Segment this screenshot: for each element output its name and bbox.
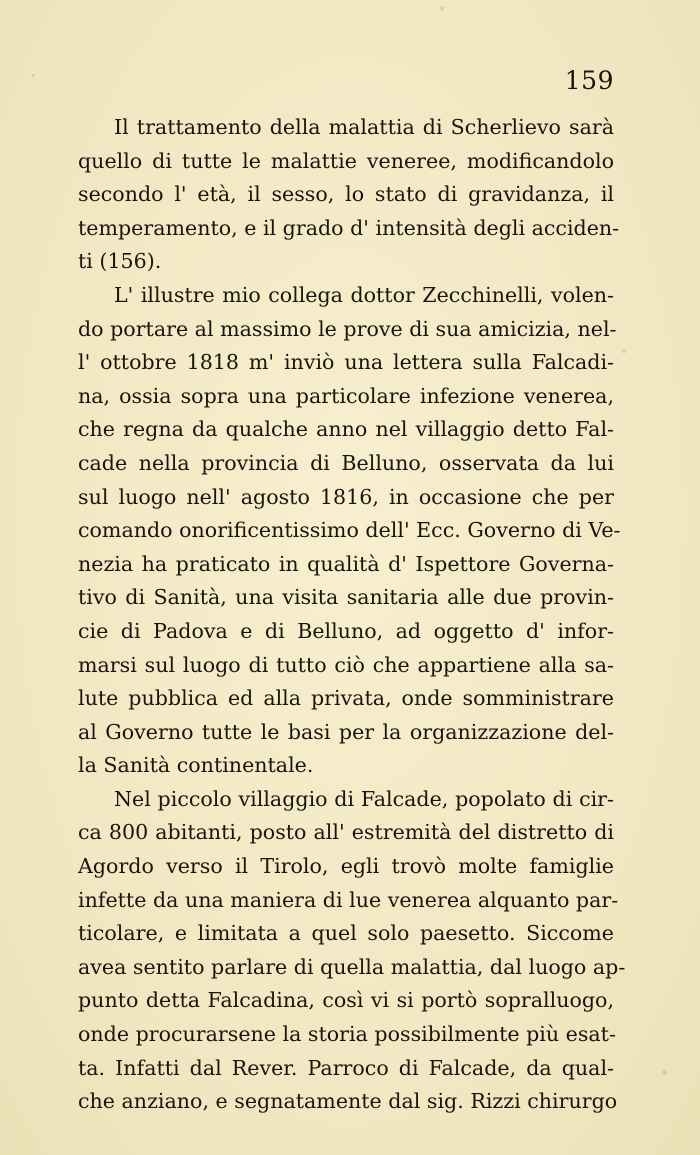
text-line: quello di tutte le malattie veneree, modificandolo [78, 148, 614, 173]
text-line: Nel piccolo villaggio di Falcade, popolato di cir- [114, 786, 614, 811]
text-line: ta. Infatti dal Rever. Parroco di Falcade, da qual- [78, 1055, 614, 1080]
paragraph [78, 279, 621, 783]
text-line: nezia ha praticato in qualità d' Ispettore Governa- [78, 551, 614, 576]
text-line: che anziano, e segnatamente dal sig. Rizzi chirurgo [78, 1089, 618, 1114]
body-text [78, 111, 626, 1119]
text-line: marsi sul luogo di tutto ciò che appartiene alla sa- [78, 652, 614, 677]
text-line: la Sanità continentale. [78, 753, 314, 778]
text-line: avea sentito parlare di quella malattia, dal luogo ap- [78, 954, 626, 979]
text-line: sul luogo nell' agosto 1816, in occasione che per [78, 484, 614, 509]
text-line: al Governo tutte le basi per la organizzazione del- [78, 719, 614, 744]
text-line: do portare al massimo le prove di sua amicizia, nel- [78, 316, 617, 341]
paper-spot [440, 6, 444, 11]
text-line: temperamento, e il grado d' intensità degli acciden- [78, 215, 620, 240]
paragraph [78, 783, 626, 1119]
text-line: lute pubblica ed alla privata, onde somministrare [78, 686, 614, 711]
text-line: ca 800 abitanti, posto all' estremità del distretto di [78, 820, 614, 845]
text-line: cade nella provincia di Belluno, osservata da lui [78, 450, 614, 475]
text-line: ti (156). [78, 249, 162, 274]
text-line: L' illustre mio collega dottor Zecchinelli, volen- [114, 282, 614, 307]
paper-spot [32, 74, 35, 77]
text-line: cie di Padova e di Belluno, ad oggetto d' infor- [78, 618, 614, 643]
text-line: che regna da qualche anno nel villaggio detto Fal- [78, 417, 614, 442]
text-line: ticolare, e limitata a quel solo paesetto. Siccome [78, 921, 614, 946]
text-line: punto detta Falcadina, così vi si portò sopralluogo, [78, 988, 614, 1013]
text-line: tivo di Sanità, una visita sanitaria alle due provin- [78, 585, 614, 610]
text-line: na, ossia sopra una particolare infezione venerea, [78, 383, 614, 408]
text-line: comando onorificentissimo dell' Ecc. Governo di Ve- [78, 518, 621, 543]
paper-spot [622, 349, 626, 353]
text-line: secondo l' età, il sesso, lo stato di gravidanza, il [78, 182, 614, 207]
text-line: l' ottobre 1818 m' inviò una lettera sulla Falcadi- [78, 350, 614, 375]
text-line: onde procurarsene la storia possibilmente più esat- [78, 1022, 616, 1047]
text-line: infette da una maniera di lue venerea alquanto par- [78, 887, 619, 912]
paragraph [78, 111, 620, 279]
text-line: Il trattamento della malattia di Scherlievo sarà [114, 115, 614, 139]
paper-spot [662, 1070, 667, 1075]
text-line: Agordo verso il Tirolo, egli trovò molte famiglie [78, 854, 614, 879]
page-number: 159 [564, 66, 614, 95]
